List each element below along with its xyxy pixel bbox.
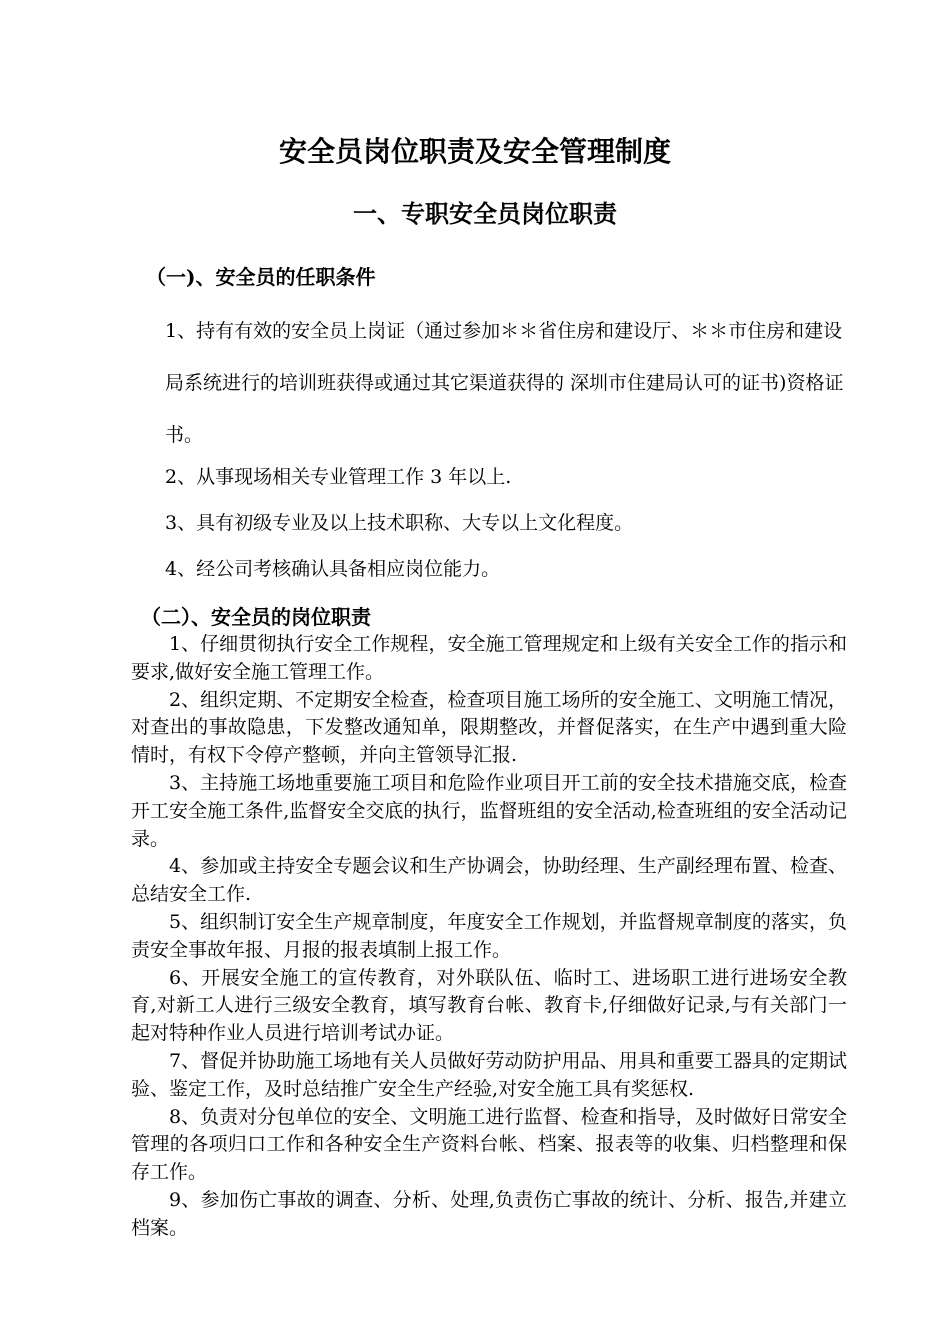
duty-item: 2、组织定期、不定期安全检查，检查项目施工场所的安全施工、文明施工情况，对查出的事故隐患，下发整改通知单，限期整改，并督促落实，在生产中遇到重大险情时，有权下令停产整顿，并向主管领导汇报.: [131, 688, 847, 767]
duty-item: 4、参加或主持安全专题会议和生产协调会，协助经理、生产副经理布置、检查、总结安全工作.: [131, 855, 847, 906]
duties-list: [131, 631, 847, 1243]
qualification-item: 2、从事现场相关专业管理工作 3 年以上.: [165, 466, 512, 488]
subsection-heading-qualifications: （一)、安全员的任职条件: [146, 265, 376, 289]
subsection-heading-duties: （二）、安全员的岗位职责: [141, 605, 371, 629]
duty-item: 7、督促并协助施工场地有关人员做好劳动防护用品、用具和重要工器具的定期试验、鉴定工作，及时总结推广安全生产经验,对安全施工具有奖惩权.: [131, 1049, 847, 1100]
page-title: 安全员岗位职责及安全管理制度: [278, 135, 671, 168]
qualification-item: 4、经公司考核确认具备相应岗位能力。: [165, 558, 501, 580]
qualification-item: 1、持有有效的安全员上岗证（通过参加＊＊省住房和建设厅、＊＊市住房和建设局系统进行的培训班获得或通过其它渠道获得的 深圳市住建局认可的证书)资格证书。: [165, 320, 844, 446]
qualification-item: 3、具有初级专业及以上技术职称、大专以上文化程度。: [165, 512, 634, 534]
duty-item: 6、开展安全施工的宣传教育，对外联队伍、临时工、进场职工进行进场安全教育,对新工人进行三级安全教育，填写教育台帐、教育卡,仔细做好记录,与有关部门一起对特种作业人员进行培训考试办证。: [131, 966, 847, 1045]
duty-item: 5、组织制订安全生产规章制度，年度安全工作规划，并监督规章制度的落实，负责安全事故年报、月报的报表填制上报工作。: [131, 910, 847, 961]
duty-item: 8、负责对分包单位的安全、文明施工进行监督、检查和指导，及时做好日常安全管理的各项归口工作和各种安全生产资料台帐、档案、报表等的收集、归档整理和保存工作。: [131, 1105, 847, 1184]
duty-item: 3、主持施工场地重要施工项目和危险作业项目开工前的安全技术措施交底，检查开工安全施工条件,监督安全交底的执行，监督班组的安全活动,检查班组的安全活动记录。: [131, 771, 847, 850]
duty-item: 1、仔细贯彻执行安全工作规程，安全施工管理规定和上级有关安全工作的指示和要求,做好安全施工管理工作。: [131, 633, 847, 683]
section-title: 一、专职安全员岗位职责: [353, 199, 617, 228]
duty-item: 9、参加伤亡事故的调查、分析、处理,负责伤亡事故的统计、分析、报告,并建立档案。: [131, 1188, 847, 1239]
